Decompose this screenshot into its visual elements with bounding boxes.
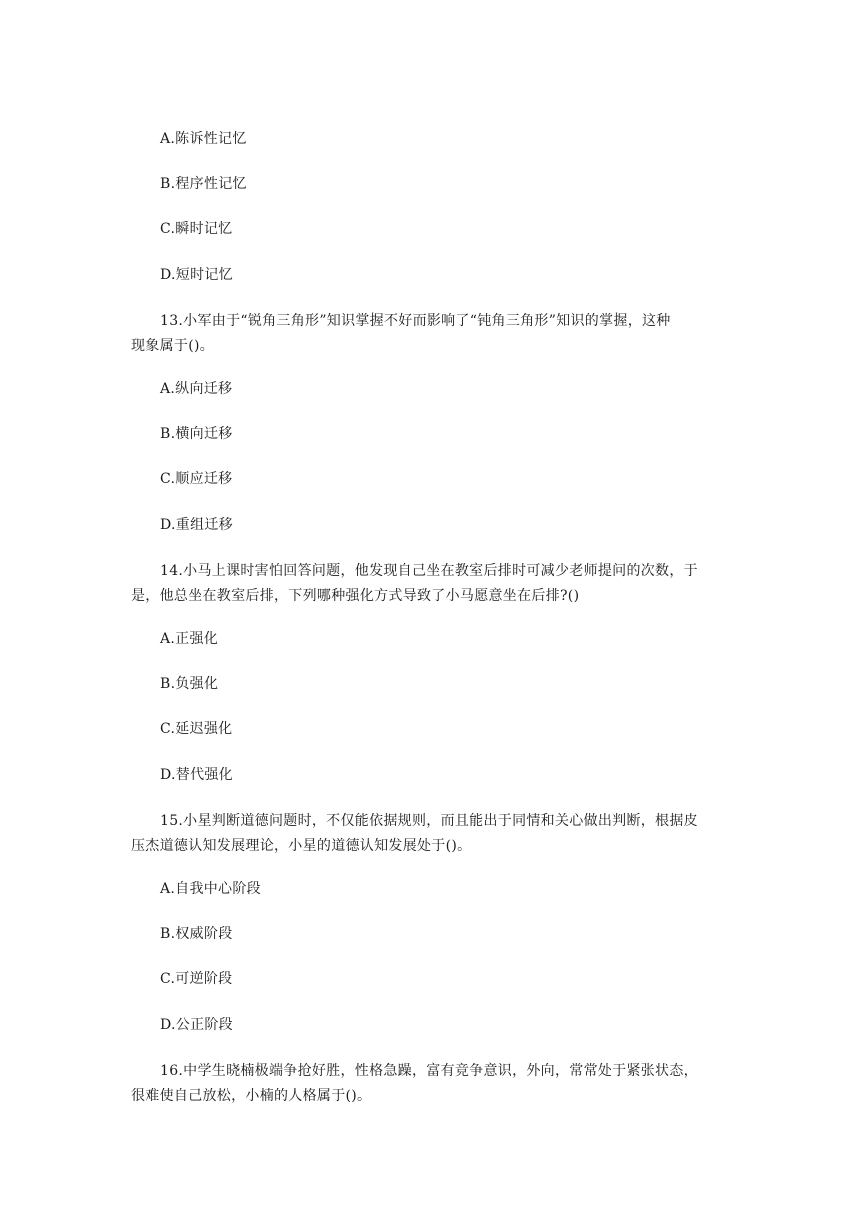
option-c-q14: C.延迟强化: [160, 721, 233, 737]
question-13: [131, 309, 741, 359]
option-d-q12: D.短时记忆: [160, 267, 233, 283]
option-c-q12: C.瞬时记忆: [160, 221, 233, 237]
option-b-q14: B.负强化: [160, 676, 219, 692]
option-a-q14: A.正强化: [160, 631, 219, 647]
option-a-q12: A.陈诉性记忆: [160, 131, 247, 147]
option-c-q13: C.顺应迁移: [160, 471, 233, 487]
option-b-q13: B.横向迁移: [160, 426, 233, 442]
question-14: [131, 559, 741, 609]
question-15-line1: 15.小星判断道德问题时，不仅能依据规则，而且能出于同情和关心做出判断，根据皮: [160, 813, 698, 829]
question-16: [131, 1059, 741, 1109]
question-15-line2: 压杰道德认知发展理论，小星的道德认知发展处于()。: [131, 838, 472, 854]
question-14-line1: 14.小马上课时害怕回答问题，他发现自己坐在教室后排时可减少老师提问的次数，于: [160, 563, 698, 579]
option-a-q15: A.自我中心阶段: [160, 881, 261, 897]
question-13-line2: 现象属于()。: [131, 338, 215, 354]
question-16-line2: 很难使自己放松，小楠的人格属于()。: [131, 1088, 372, 1104]
option-d-q14: D.替代强化: [160, 767, 233, 783]
option-c-q15: C.可逆阶段: [160, 971, 233, 987]
question-15: [131, 809, 741, 859]
option-b-q12: B.程序性记忆: [160, 176, 247, 192]
question-16-line1: 16.中学生晓楠极端争抢好胜，性格急躁，富有竞争意识，外向，常常处于紧张状态，: [160, 1063, 698, 1079]
question-13-line1: 13.小军由于“锐角三角形”知识掌握不好而影响了“钝角三角形”知识的掌握，这种: [160, 313, 671, 329]
option-a-q13: A.纵向迁移: [160, 381, 233, 397]
question-14-line2: 是，他总坐在教室后排，下列哪种强化方式导致了小马愿意坐在后排?(): [131, 588, 580, 604]
option-d-q15: D.公正阶段: [160, 1017, 233, 1033]
option-d-q13: D.重组迁移: [160, 517, 233, 533]
option-b-q15: B.权威阶段: [160, 926, 233, 942]
